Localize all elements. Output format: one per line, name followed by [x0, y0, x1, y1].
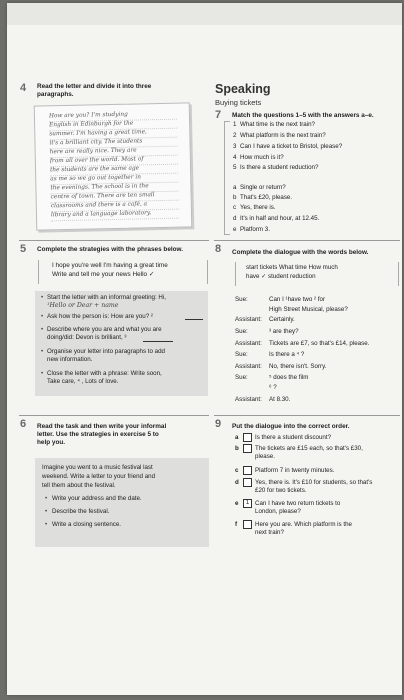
letter-line: here are really nice. They are	[50, 146, 178, 159]
exercise-6-instruction-line-2: letter. Use the strategies in exercise 5 to	[37, 431, 159, 438]
exercise-6-number: 6	[20, 418, 27, 430]
section-divider	[214, 240, 400, 241]
task-text: tell them about the festival.	[42, 482, 116, 489]
letter-line: as me so we go out together in	[50, 173, 178, 186]
exercise-4-instruction-line-2: paragraphs.	[37, 91, 74, 98]
task-text: weekend. Write a letter to your friend and	[42, 473, 156, 480]
item-text: Can I have two return tickets to	[255, 500, 341, 507]
phrase-line: Write and tell me your news Hello ✓	[52, 271, 155, 278]
dialogue-line: Is there a ⁴ ?	[269, 351, 305, 358]
letter-line: English in Edinburgh for the	[49, 119, 177, 132]
strategy-text: Describe where you are and what you are	[47, 326, 162, 333]
dialogue-line: ⁵ does the film	[269, 374, 309, 381]
answer-letter: c	[233, 204, 237, 211]
item-letter: f	[235, 521, 238, 528]
answer-text: Yes, there is.	[240, 204, 276, 211]
bullet-dot: •	[41, 370, 44, 377]
item-letter: e	[235, 500, 239, 507]
strategy-text: Ask how the person is: How are you? ²	[47, 313, 153, 320]
letter-line: the students are the same age	[50, 164, 178, 177]
letter-line: library and a language laboratory.	[51, 209, 179, 222]
strategy-text: new information.	[47, 356, 93, 363]
letter-line: the evenings. The school is in the	[50, 182, 178, 195]
item-text: London, please?	[255, 508, 301, 515]
exercise-4-number: 4	[20, 82, 27, 94]
bullet-dot: •	[41, 348, 44, 355]
order-checkbox[interactable]	[243, 433, 252, 442]
dialogue-line: ⁶ ?	[269, 384, 277, 391]
exercise-6-instruction-line-1: Read the task and then write your informal	[37, 423, 167, 430]
bullet-dot: •	[45, 508, 48, 515]
exercise-9-number: 9	[215, 418, 222, 430]
exercise-8-number: 8	[215, 243, 222, 255]
exercise-7-instruction: Match the questions 1–5 with the answers a–e.	[232, 112, 374, 119]
item-text: £20 for two tickets.	[255, 487, 307, 494]
task-text: Imagine you went to a music festival last	[42, 464, 153, 471]
order-checkbox[interactable]	[243, 466, 252, 475]
item-text: please.	[255, 453, 275, 460]
answer-blank[interactable]	[143, 341, 173, 342]
dialogue-speaker: Sue:	[235, 351, 248, 358]
letter-line: it's a brilliant city. The students	[49, 137, 177, 150]
handwritten-letter	[34, 102, 193, 230]
item-letter: d	[235, 479, 239, 486]
order-checkbox[interactable]	[243, 444, 252, 453]
question-text: What platform is the next train?	[240, 132, 326, 139]
bullet-dot: •	[45, 521, 48, 528]
dialogue-line: Can I ¹have two ² for	[269, 296, 326, 303]
order-checkbox[interactable]	[243, 478, 252, 487]
question-number: 5	[233, 164, 237, 171]
dialogue-speaker: Assistant:	[235, 316, 262, 323]
strategy-text: doing/did: Devon is brilliant, ³	[47, 334, 127, 341]
strategy-notes	[35, 291, 208, 396]
answer-text: It's in half and hour, at 12.45.	[240, 215, 320, 222]
dialogue-line: No, there isn't. Sorry.	[269, 363, 327, 370]
bullet-dot: •	[41, 326, 44, 333]
answer-letter: d	[233, 215, 237, 222]
dialogue-speaker: Sue:	[235, 374, 248, 381]
exercise-6-instruction-line-3: help you.	[37, 439, 66, 446]
page-top-strip	[7, 3, 402, 25]
phrase-box	[38, 260, 208, 284]
strategy-text: Close the letter with a phrase: Write soon,	[47, 370, 162, 377]
word-box	[235, 262, 399, 286]
answer-blank[interactable]	[185, 319, 203, 320]
exercise-7-bracket	[224, 121, 230, 235]
answer-letter: e	[233, 226, 237, 233]
dialogue-speaker: Sue:	[235, 296, 248, 303]
task-bullet: Write a closing sentence.	[52, 521, 122, 528]
dialogue-line: At 8.30.	[269, 396, 291, 403]
question-text: Can I have a ticket to Bristol, please?	[240, 143, 343, 150]
letter-line: classrooms and there is a café, a	[51, 200, 179, 213]
section-divider	[214, 415, 400, 416]
exercise-9-instruction: Put the dialogue into the correct order.	[232, 423, 350, 430]
exercise-5-instruction: Complete the strategies with the phrases below.	[37, 246, 184, 253]
writing-task-box	[35, 458, 209, 547]
letter-line: summer. I'm having a great time,	[49, 128, 177, 141]
item-text: next train?	[255, 529, 284, 536]
dialogue-speaker: Assistant:	[235, 363, 262, 370]
letter-line: from all over the world. Most of	[50, 155, 178, 168]
answer-letter: b	[233, 194, 237, 201]
dialogue-speaker: Assistant:	[235, 396, 262, 403]
question-number: 3	[233, 143, 237, 150]
question-text: Is there a student reduction?	[240, 164, 319, 171]
exercise-8-instruction: Complete the dialogue with the words below.	[232, 249, 369, 256]
letter-line: centre of town. There are ten small	[51, 191, 179, 204]
bullet-dot: •	[41, 313, 44, 320]
word-line: have ✓ student reduction	[246, 273, 316, 280]
task-bullet: Describe the festival.	[52, 508, 110, 515]
item-text: Here you are. Which platform is the	[255, 521, 352, 528]
item-text: Platform 7 in twenty minutes.	[255, 467, 335, 474]
item-text: Is there a student discount?	[255, 434, 332, 441]
strategy-text: Start the letter with an informal greeting: Hi,	[47, 294, 166, 301]
order-checkbox[interactable]	[243, 520, 252, 529]
task-bullet: Write your address and the date.	[52, 495, 142, 502]
section-divider	[19, 240, 209, 241]
question-text: How much is it?	[240, 154, 284, 161]
bullet-dot: •	[45, 495, 48, 502]
workbook-page	[7, 3, 402, 695]
answer-text: Platform 3.	[240, 226, 270, 233]
exercise-5-number: 5	[20, 243, 27, 255]
strategy-text: Take care, ⁴ , Lots of love.	[47, 378, 119, 385]
item-letter: b	[235, 445, 239, 452]
exercise-4-instruction-line-1: Read the letter and divide it into three	[37, 83, 152, 90]
dialogue-line: High Street Musical, please?	[269, 306, 348, 313]
question-number: 4	[233, 154, 237, 161]
order-checkbox[interactable]: 1	[243, 499, 252, 508]
dialogue-speaker: Sue:	[235, 328, 248, 335]
section-subtitle: Buying tickets	[215, 98, 262, 107]
question-number: 1	[233, 121, 237, 128]
item-letter: c	[235, 467, 239, 474]
exercise-7-number: 7	[215, 109, 222, 121]
bullet-dot: •	[41, 294, 44, 301]
item-text: The tickets are £15 each, so that's £30,	[255, 445, 363, 452]
answer-text: Single or return?	[240, 184, 286, 191]
item-letter: a	[235, 434, 239, 441]
item-text: Yes, there is. It's £10 for students, so that's	[255, 479, 373, 486]
letter-line: How are you? I'm studying	[49, 110, 177, 123]
word-line: start tickets What time How much	[246, 264, 338, 271]
question-text: What time is the next train?	[240, 121, 315, 128]
answer-text: That's £20, please.	[240, 194, 293, 201]
section-divider	[19, 415, 209, 416]
question-number: 2	[233, 132, 237, 139]
dialogue-line: Tickets are £7, so that's £14, please.	[269, 340, 370, 347]
strategy-text: ¹Hello or Dear + name	[47, 302, 119, 309]
dialogue-speaker: Assistant:	[235, 340, 262, 347]
strategy-text: Organise your letter into paragraphs to add	[47, 348, 165, 355]
dialogue-line: ³ are they?	[269, 328, 299, 335]
dialogue-line: Certainly.	[269, 316, 295, 323]
phrase-line: I hope you're well I'm having a great time	[52, 262, 168, 269]
section-title: Speaking	[215, 82, 271, 96]
answer-letter: a	[233, 184, 237, 191]
